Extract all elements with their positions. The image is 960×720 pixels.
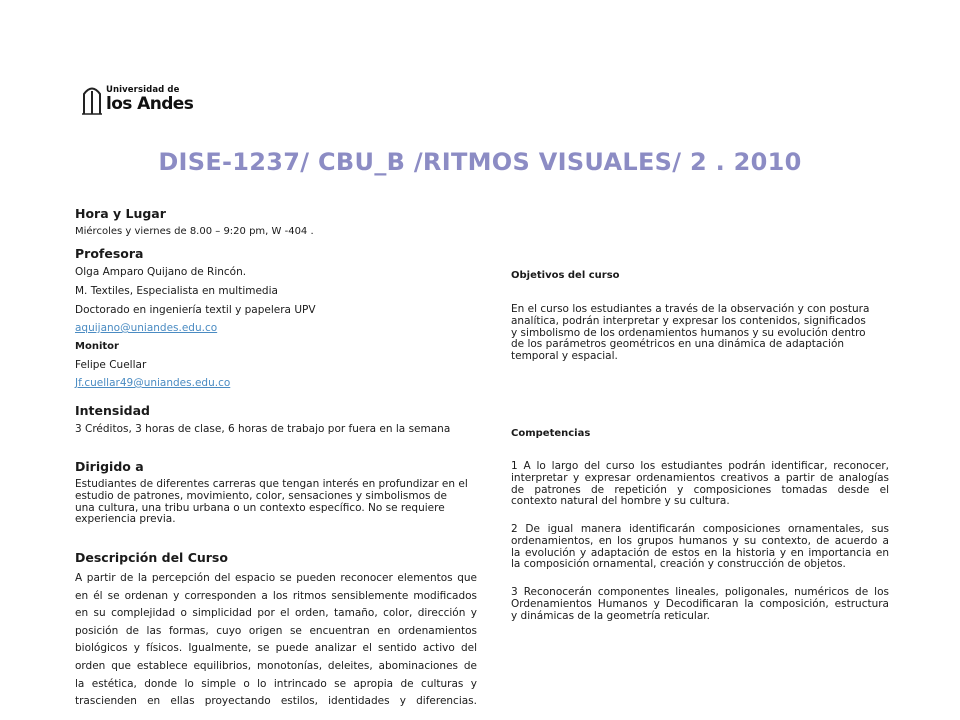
objetivos-line: temporal y espacial.: [511, 350, 618, 363]
monitor-email-link[interactable]: Jf.cuellar49@uniandes.edu.co: [75, 377, 231, 389]
intensidad-text: 3 Créditos, 3 horas de clase, 6 horas de trabajo por fuera en la semana: [75, 423, 451, 435]
logo-line-1: Universidad de: [106, 85, 180, 95]
dirigido-line: una cultura, una tribu urbana o un contexto específico. No se requiere: [75, 501, 445, 514]
competencias-heading: Competencias: [511, 428, 591, 439]
descripcion-line: en él se ordenan y corresponden a los ritmos sensiblemente modificados: [75, 589, 477, 602]
profesora-name: Olga Amparo Quijano de Rincón.: [75, 266, 247, 278]
competencia-2-line: la composición ornamental, creación y construcción de objetos.: [511, 558, 846, 571]
competencia-1-line: interpretar y expresar ordenamientos creativos a partir de analogías: [511, 471, 889, 484]
descripcion-line: orden que establece equilibrios, monotonías, deleites, abominaciones de: [75, 659, 477, 672]
profesora-heading: Profesora: [75, 246, 144, 261]
dirigido-text: [75, 479, 477, 526]
dirigido-line: experiencia previa.: [75, 513, 176, 526]
descripcion-line: A partir de la percepción del espacio se pueden reconocer elementos que: [75, 572, 477, 584]
descripcion-line: en su complejidad o simplicidad por el orden, tamaño, color, dirección y: [75, 607, 477, 620]
descripcion-line: posición de las formas, cuyo origen se encuentran en ordenamientos: [75, 624, 477, 637]
descripcion-text: [75, 570, 477, 711]
monitor-name: Felipe Cuellar: [75, 359, 147, 371]
objetivos-line: y simbolismo de los ordenamientos humanos y su evolución dentro: [511, 326, 866, 339]
monitor-label: Monitor: [75, 341, 119, 352]
objetivos-line: En el curso los estudiantes a través de la observación y con postura: [511, 303, 870, 315]
profesora-degree-2: Doctorado en ingeniería textil y papelera UPV: [75, 304, 316, 316]
competencia-1-line: de patrones de repetición y composiciones tomadas desde el: [511, 483, 889, 496]
dirigido-heading: Dirigido a: [75, 459, 144, 474]
descripcion-heading: Descripción del Curso: [75, 550, 228, 565]
competencia-2-text: [511, 524, 889, 571]
competencia-2-line: la evolución y adaptación de estos en la historia y en importancia en: [511, 546, 889, 559]
competencia-3-line: Ordenamientos Humanos y Decodificaran la composición, estructura: [511, 597, 889, 610]
hora-lugar-text: Miércoles y viernes de 8.00 – 9:20 pm, W -404 .: [75, 226, 314, 237]
competencia-3-line: 3 Reconocerán componentes lineales, poligonales, numéricos de los: [511, 586, 889, 598]
competencia-1-line: 1 A lo largo del curso los estudiantes podrán identificar, reconocer,: [511, 460, 889, 472]
objetivos-line: analítica, podrán interpretar y expresar los contenidos, significados: [511, 314, 866, 327]
competencia-2-line: ordenamientos, en los grupos humanos y su contexto, de acuerdo a: [511, 534, 889, 547]
course-title: DISE-1237/ CBU_B /RITMOS VISUALES/ 2 . 2010: [158, 148, 802, 176]
competencia-2-line: 2 De igual manera identificarán composiciones ornamentales, sus: [511, 523, 889, 535]
logo-emblem-icon: [82, 85, 102, 115]
competencia-1-text: [511, 461, 889, 508]
competencia-3-line: y dinámicas de la geometría reticular.: [511, 609, 710, 622]
logo-line-2: los Andes: [106, 94, 194, 114]
dirigido-line: estudio de patrones, movimiento, color, sensaciones y simbolismos de: [75, 489, 447, 502]
intensidad-heading: Intensidad: [75, 403, 150, 418]
descripcion-line: biológicos y físicos. Igualmente, se puede analizar el sentido activo del: [75, 642, 477, 655]
dirigido-line: Estudiantes de diferentes carreras que tengan interés en profundizar en el: [75, 478, 468, 490]
competencia-1-line: contexto natural del hombre y su cultura.: [511, 495, 730, 508]
university-logo: [82, 84, 194, 116]
objetivos-line: de los parámetros geométricos en una dinámica de adaptación: [511, 338, 845, 351]
objetivos-heading: Objetivos del curso: [511, 270, 620, 281]
competencia-3-text: [511, 587, 889, 622]
descripcion-line: trascienden en ellas proyectando estilos, identidades y diferencias.: [75, 695, 477, 708]
profesora-email-link[interactable]: aquijano@uniandes.edu.co: [75, 322, 218, 334]
descripcion-line: la estética, donde lo simple o lo intrincado se apropia de culturas y: [75, 677, 477, 690]
hora-lugar-heading: Hora y Lugar: [75, 206, 166, 221]
objetivos-text: [511, 304, 889, 363]
profesora-degree-1: M. Textiles, Especialista en multimedia: [75, 285, 278, 297]
